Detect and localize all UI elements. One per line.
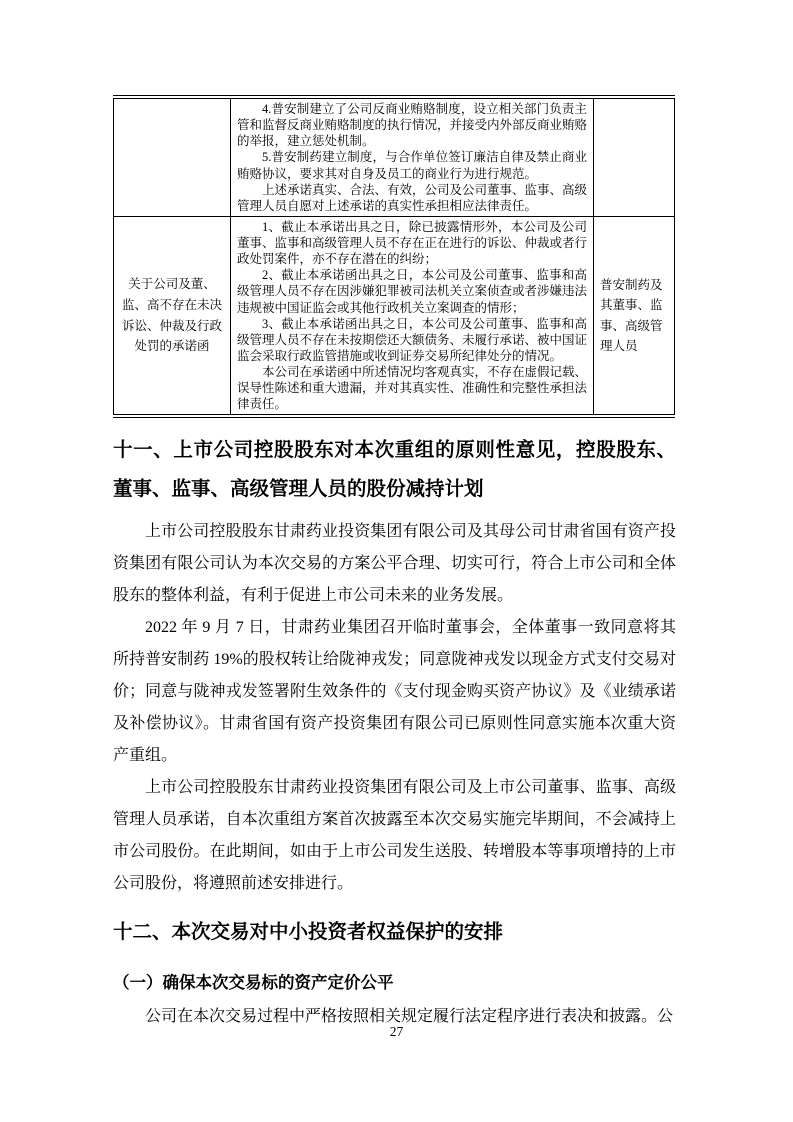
page-content (113, 95, 676, 1033)
section-12-paragraph: 公司在本次交易过程中严格按照相关规定履行法定程序进行表决和披露。公 (145, 1008, 674, 1026)
commitment-paragraph: 3、截止本承诺函出具之日，本公司及公司董事、监事和高级管理人员不存在未按期偿还大额债务、未履行承诺、被中国证监会采取行政监管措施或收到证券交易所纪律处分的情况。 (237, 316, 588, 363)
commitment-text-cell (231, 216, 594, 416)
commitment-party-cell: 普安制药及其董事、监事、高级管理人员 (594, 216, 675, 416)
table-row (114, 97, 675, 216)
table-row (114, 216, 675, 416)
commitment-paragraph: 2、截止本承诺函出具之日，本公司及公司董事、监事和高级管理人员不存在因涉嫌犯罪被司法机关立案侦查或者涉嫌违法违规被中国证监会或其他行政机关立案调查的情形； (237, 268, 588, 315)
commitment-paragraph: 1、截止本承诺出具之日，除已披露情形外，本公司及公司董事、监事和高级管理人员不存在正在进行的诉讼、仲裁或者行政处罚案件，亦不存在潜在的纠纷； (237, 219, 588, 267)
commitment-paragraph: 本公司在承诺函中所述情况均客观真实，不存在虚假记载、误导性陈述和重大遗漏，并对其真实性、准确性和完整性承担法律责任。 (237, 365, 588, 412)
commitment-label-cell: 关于公司及董、监、高不存在未决诉讼、仲裁及行政处罚的承诺函 (114, 216, 231, 416)
commitment-party-cell (594, 97, 675, 216)
section-11-paragraph: 上市公司控股股东甘肃药业投资集团有限公司及其母公司甘肃省国有资产投资集团有限公司认为本次交易的方案公平合理、切实可行，符合上市公司和全体股东的整体利益，有利于促进上市公司未来的业务发展。 (113, 523, 676, 605)
commitment-label-cell (114, 97, 231, 216)
commitment-paragraph: 上述承诺真实、合法、有效，公司及公司董事、监事、高级管理人员自愿对上述承诺的真实性承担相应法律责任。 (237, 182, 588, 213)
commitment-text-cell (231, 97, 594, 216)
section-11-paragraph: 2022 年 9 月 7 日，甘肃药业集团召开临时董事会，全体董事一致同意将其所持普安制药 19%的股权转让给陇神戎发；同意陇神戎发以现金方式支付交易对价；同意与陇神戎发签署附生效条件的《支付现金购买资产协议》及《业绩承诺及补偿协议》。甘肃省国有资产投资集团有限公司已原则性同意实施本次重大资产重组。 (113, 619, 676, 765)
commitment-paragraph: 4.普安制建立了公司反商业贿赂制度，设立相关部门负责主管和监督反商业贿赂制度的执行情况，并接受内外部反商业贿赂的举报，建立惩处机制。 (237, 102, 588, 149)
section-12-heading: 十二、本次交易对中小投资者权益保护的安排 (113, 921, 504, 944)
page-number: 27 (389, 1024, 404, 1039)
commitment-table (113, 95, 675, 418)
section-11-heading: 十一、上市公司控股股东对本次重组的原则性意见，控股股东、董事、监事、高级管理人员的股份减持计划 (113, 439, 676, 501)
commitment-paragraph: 5.普安制药建立制度，与合作单位签订廉洁自律及禁止商业贿赂协议，要求其对自身及员工的商业行为进行规范。 (237, 150, 587, 181)
section-12-subheading: （一）确保本次交易标的资产定价公平 (113, 974, 394, 993)
section-11-paragraph: 上市公司控股股东甘肃药业投资集团有限公司及上市公司董事、监事、高级管理人员承诺，自本次重组方案首次披露至本次交易实施完毕期间，不会减持上市公司股份。在此期间，如由于上市公司发生送股、转增股本等事项增持的上市公司股份，将遵照前述安排进行。 (113, 779, 676, 893)
